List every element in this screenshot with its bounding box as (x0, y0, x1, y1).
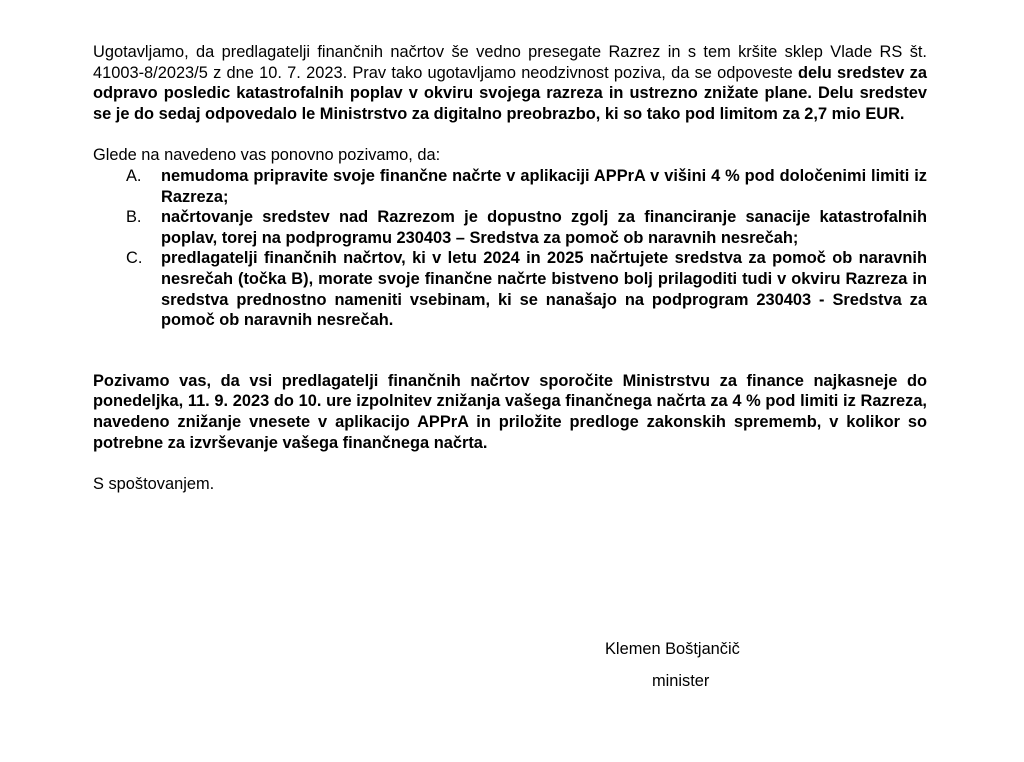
call-intro: Glede na navedeno vas ponovno pozivamo, da: (93, 146, 441, 165)
list-item-text: nemudoma pripravite svoje finančne načrte v aplikaciji APPrA v višini 4 % pod določenimi limiti iz Razreza; (161, 166, 927, 206)
list-item (93, 166, 927, 207)
closing-salutation: S spoštovanjem. (93, 475, 215, 494)
signatory-name: Klemen Boštjančič (605, 640, 740, 658)
paragraph-deadline: Pozivamo vas, da vsi predlagatelji finančnih načrtov sporočite Ministrstvu za finance najkasneje do ponedeljka, 11. 9. 2023 do 10. ure izpolnitev znižanja vašega finančnega načrta za 4 % pod limiti iz Razreza, navedeno znižanje vnesete v aplikacijo APPrA in priložite predloge zakonskih sprememb, v kolikor so potrebne za izvrševanje vašega finančnega načrta. (93, 371, 927, 452)
list-item-text: predlagatelji finančnih načrtov, ki v letu 2024 in 2025 načrtujete sredstva za pomoč ob naravnih nesrečah (točka B), morate svoje finančne načrte bistveno bolj prilagoditi tudi v okviru Razreza in sredstva prednostno nameniti vsebinam, ki se nanašajo na podprogram 230403 - Sredstva za pomoč ob naravnih nesrečah. (161, 249, 927, 330)
list-marker: A. (126, 166, 142, 185)
paragraph-findings-normal: Ugotavljamo, da predlagatelji finančnih načrtov še vedno presegate Razrez in s tem kršite sklep Vlade RS št. 41003-8/2023/5 z dne 10. 7. 2023. Prav tako ugotavljamo neodzivnost poziva, da se odpoveste (93, 43, 927, 82)
list-marker: B. (126, 208, 142, 227)
paragraph-findings (93, 42, 927, 124)
spacer (93, 331, 927, 371)
spacer (93, 124, 927, 145)
call-points-list (93, 166, 927, 331)
document-body (93, 42, 927, 495)
list-marker: C. (126, 249, 143, 268)
signature-block (605, 639, 765, 691)
list-item (93, 248, 927, 330)
list-item (93, 207, 927, 248)
paragraph-findings-bold: delu sredstev za odpravo posledic katastrofalnih poplav v okviru svojega razreza in ustrezno znižate plane. Delu sredstev se je do sedaj odpovedalo le Ministrstvo za digitalno preobrazbo, ki so tako pod limitom za 2,7 mio EUR. (93, 63, 927, 123)
signatory-role: minister (652, 671, 710, 690)
spacer (93, 453, 927, 474)
list-item-text: načrtovanje sredstev nad Razrezom je dopustno zgolj za financiranje sanacije katastrofalnih poplav, torej na podprogramu 230403 – Sredstva za pomoč ob naravnih nesrečah; (161, 208, 927, 247)
